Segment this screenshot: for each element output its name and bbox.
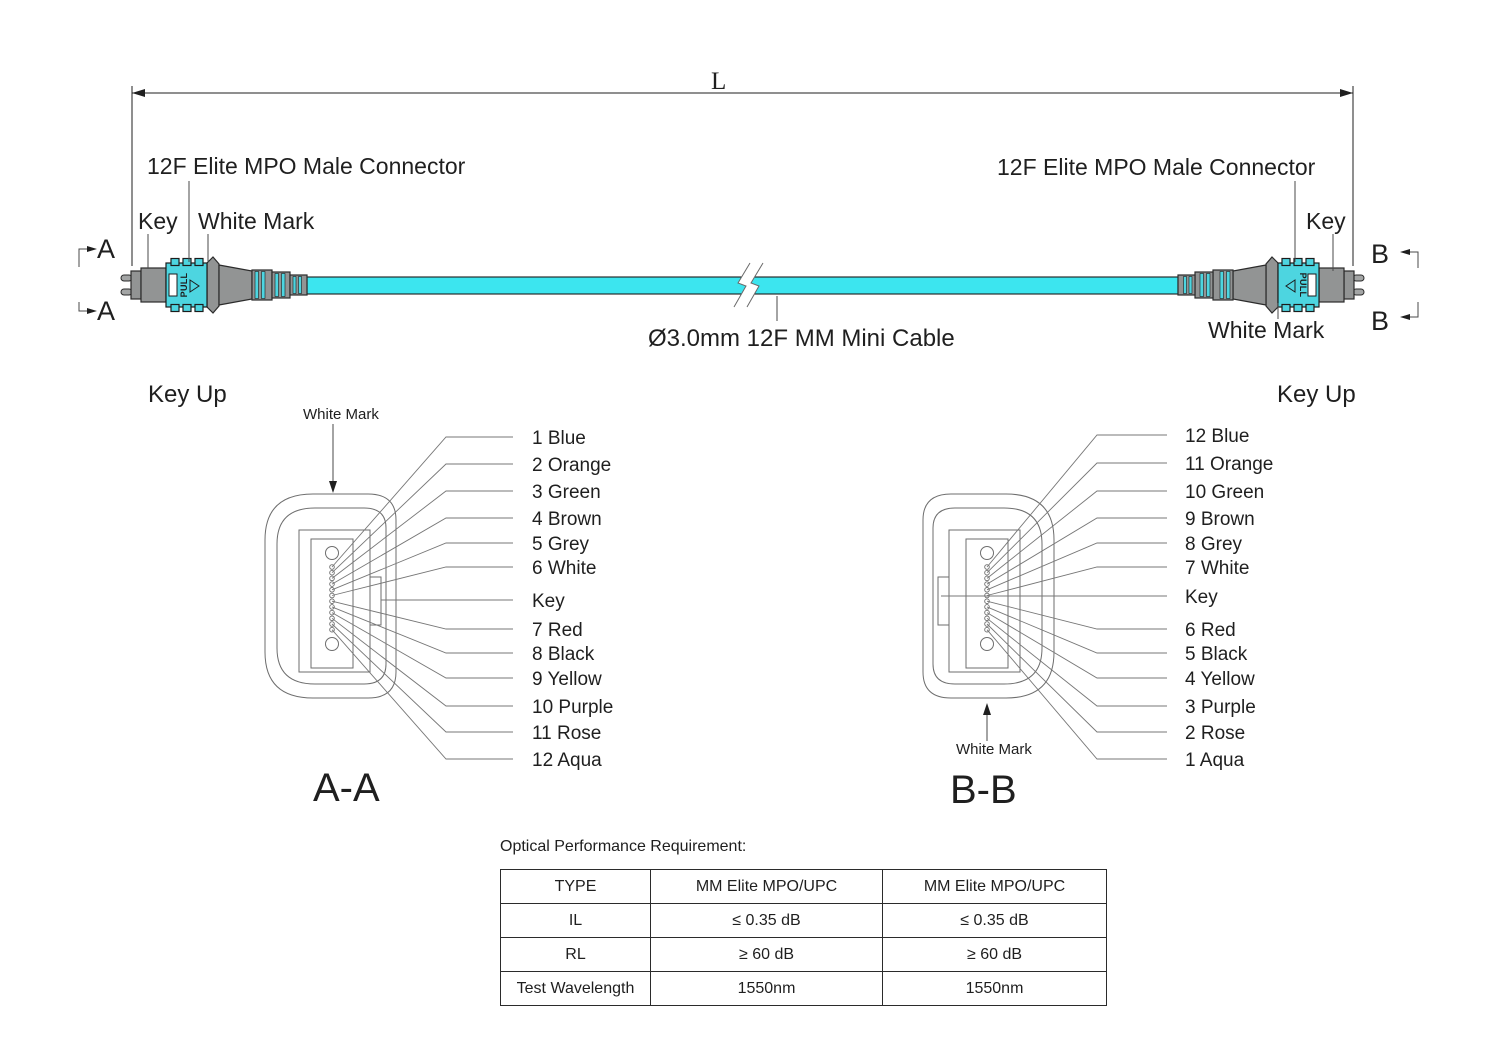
table-row	[501, 870, 1107, 904]
right-white-mark-label: White Mark	[1208, 317, 1325, 343]
bb-white-mark-label: White Mark	[956, 741, 1032, 758]
fiber-label: 12 Aqua	[532, 750, 602, 771]
key-label: Key	[1185, 587, 1218, 608]
table-row	[501, 972, 1107, 1006]
fiber-label: 8 Black	[532, 644, 595, 665]
left-boot-pull-text: PULL	[179, 272, 189, 298]
left-white-mark-label: White Mark	[198, 208, 315, 234]
fiber-label: 6 Red	[1185, 620, 1236, 641]
section-letter-a-top: A	[97, 234, 116, 264]
right-connector	[1178, 257, 1364, 313]
fiber-label: 5 Grey	[532, 534, 590, 555]
left-connector-label: 12F Elite MPO Male Connector	[147, 153, 466, 179]
table-cell: RL	[501, 938, 651, 972]
section-letter-a-bottom: A	[97, 296, 116, 326]
aa-face	[265, 494, 396, 698]
left-key-label: Key	[138, 208, 178, 234]
cable-label: Ø3.0mm 12F MM Mini Cable	[648, 325, 955, 352]
left-connector	[121, 257, 307, 313]
bb-fiber-labels	[1185, 426, 1273, 771]
table-cell: Test Wavelength	[501, 972, 651, 1006]
section-marker-b	[1371, 239, 1418, 336]
fiber-label: 10 Purple	[532, 697, 614, 718]
fiber-label: 1 Aqua	[1185, 750, 1245, 771]
optical-performance-table	[500, 869, 1107, 1006]
key-label: Key	[532, 591, 565, 612]
table-cell: ≥ 60 dB	[883, 938, 1107, 972]
fiber-label: 3 Green	[532, 482, 601, 503]
table-cell: ≥ 60 dB	[651, 938, 883, 972]
right-connector-label: 12F Elite MPO Male Connector	[997, 154, 1316, 180]
fiber-label: 1 Blue	[532, 428, 586, 449]
bb-section-title: B-B	[950, 768, 1017, 812]
table-cell: 1550nm	[883, 972, 1107, 1006]
fiber-label: 7 Red	[532, 620, 583, 641]
bb-white-mark-pointer	[956, 703, 1032, 758]
table-cell: ≤ 0.35 dB	[883, 904, 1107, 938]
aa-white-mark-label: White Mark	[303, 406, 379, 423]
table-row	[501, 904, 1107, 938]
table-row	[501, 938, 1107, 972]
section-marker-a	[79, 234, 115, 326]
fiber-label: 6 White	[532, 558, 597, 579]
fiber-label: 4 Brown	[532, 509, 602, 530]
fiber-label: 8 Grey	[1185, 534, 1243, 555]
table-cell: MM Elite MPO/UPC	[651, 870, 883, 904]
dimension-label: L	[711, 68, 727, 95]
optical-performance-section	[500, 838, 1107, 1006]
aa-section-title: A-A	[313, 766, 380, 810]
right-boot-pull-text: PULL	[1298, 272, 1308, 298]
fiber-label: 11 Rose	[532, 723, 602, 744]
fiber-label: 9 Brown	[1185, 509, 1255, 530]
aa-white-mark-pointer	[303, 406, 379, 493]
section-letter-b-bottom: B	[1371, 306, 1390, 336]
table-cell: MM Elite MPO/UPC	[883, 870, 1107, 904]
fiber-label: 7 White	[1185, 558, 1250, 579]
bb-key-up-label: Key Up	[1277, 381, 1356, 408]
fiber-label: 9 Yellow	[532, 669, 602, 690]
cable	[307, 263, 1178, 307]
section-letter-b-top: B	[1371, 239, 1390, 269]
fiber-label: 3 Purple	[1185, 697, 1256, 718]
right-key-label: Key	[1306, 208, 1346, 234]
fiber-label: 2 Rose	[1185, 723, 1246, 744]
fiber-label: 2 Orange	[532, 455, 612, 476]
fiber-label: 11 Orange	[1185, 454, 1274, 475]
fiber-label: 12 Blue	[1185, 426, 1250, 447]
table-cell: IL	[501, 904, 651, 938]
aa-key-up-label: Key Up	[148, 381, 227, 408]
table-cell: TYPE	[501, 870, 651, 904]
aa-fiber-labels	[532, 428, 613, 771]
table-cell: 1550nm	[651, 972, 883, 1006]
table-title: Optical Performance Requirement:	[500, 838, 747, 855]
table-cell: ≤ 0.35 dB	[651, 904, 883, 938]
fiber-label: 10 Green	[1185, 482, 1265, 503]
fiber-label: 4 Yellow	[1185, 669, 1255, 690]
fiber-label: 5 Black	[1185, 644, 1248, 665]
